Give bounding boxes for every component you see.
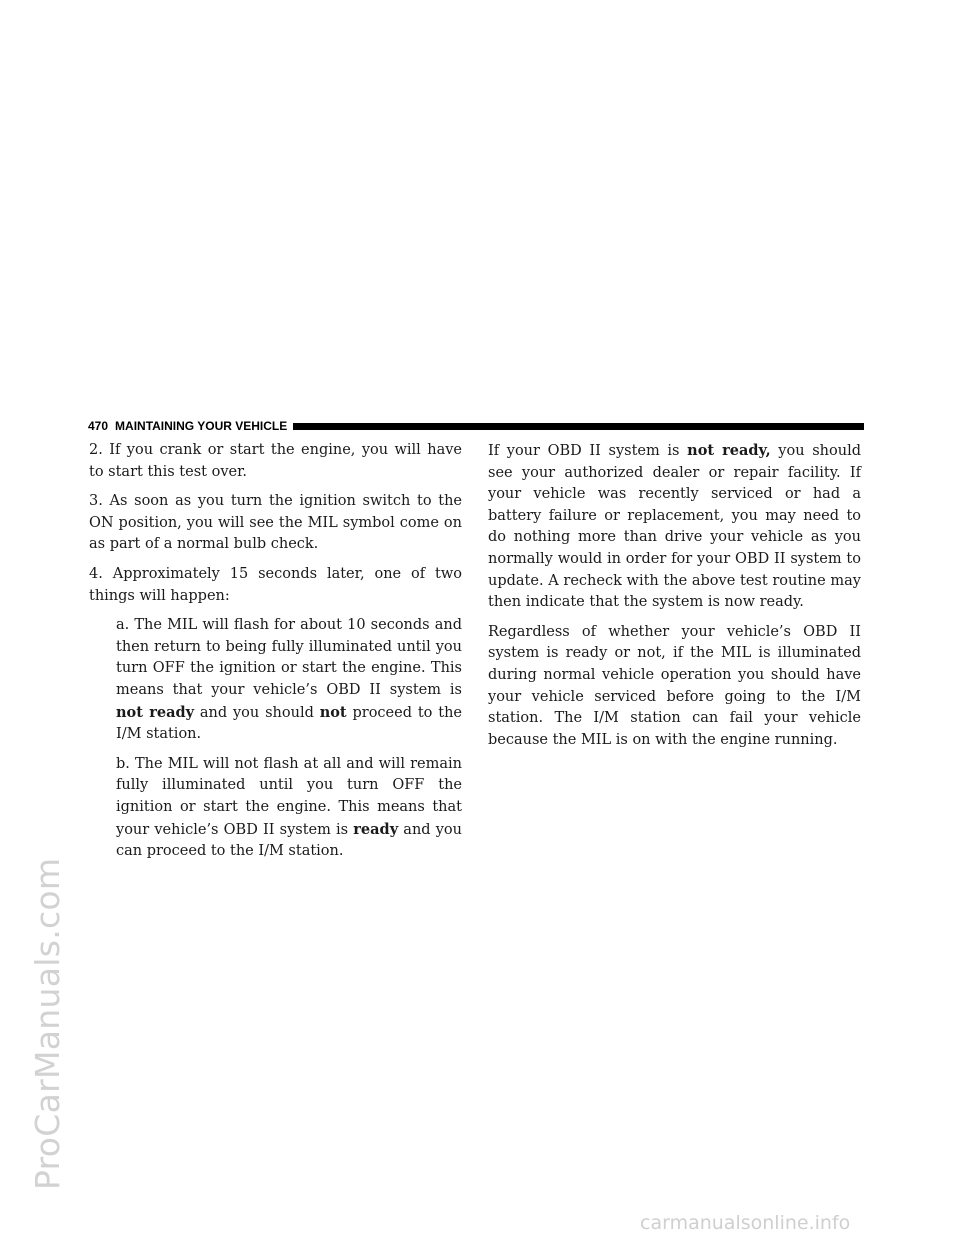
sub-step-b-bold: ready [353,820,399,838]
not-ready-text-1: If your OBD II system is [488,443,688,459]
bottom-watermark: carmanualsonline.info [640,1212,851,1234]
sub-step-a-text-2: and you should [194,704,320,721]
header-rule [293,423,864,430]
sub-step-b-text-1: b. The MIL will not flash at all and will remain fully illuminated until you turn OFF the ignition or start the engine. This means that your vehicle’s OBD II system is [116,755,462,838]
sub-step-a-bold-1: not ready [116,703,195,721]
sub-step-a-paragraph [89,615,462,746]
sub-step-b-paragraph [89,754,462,863]
section-title: MAINTAINING YOUR VEHICLE [115,419,288,433]
not-ready-bold: not ready, [687,442,771,459]
step-4-paragraph: 4. Approximately 15 seconds later, one of two things will happen: [89,565,462,604]
page-header [88,417,864,435]
sub-step-a-bold-2: not [319,703,347,721]
regardless-paragraph: Regardless of whether your vehicle’s OBD II system is ready or not, if the MIL is illuminated during normal vehicle operation you should have your vehicle serviced before going to the I/M station. The I/M station can fail your vehicle because the MIL is on with the engine running. [488,623,861,748]
sub-step-a-text-1: a. The MIL will flash for about 10 seconds and then return to being fully illuminated until you turn OFF the ignition or start the engine. This means that your vehicle’s OBD II system is [116,617,462,698]
side-watermark: ProCarManuals.com [28,857,67,1190]
step-3-paragraph: 3. As soon as you turn the ignition switch to the ON position, you will see the MIL symbol come on as part of a normal bulb check. [89,493,462,553]
sub-step-b-text-2: and you can proceed to the I/M station. [116,821,462,860]
not-ready-text-2: you should see your authorized dealer or repair facility. If your vehicle was recently serviced or had a battery failure or replacement, you may need to do nothing more than drive your vehicle as you normally would in order for your OBD II system to update. A recheck with the above test routine may then indicate that the system is now ready. [488,443,861,611]
page-number: 470 [88,419,109,433]
left-column [89,440,462,871]
not-ready-paragraph [488,440,861,614]
step-2-paragraph: 2. If you crank or start the engine, you will have to start this test over. [89,442,462,480]
sub-step-a-text-3: proceed to the I/M station. [116,704,462,743]
right-column [488,440,861,759]
